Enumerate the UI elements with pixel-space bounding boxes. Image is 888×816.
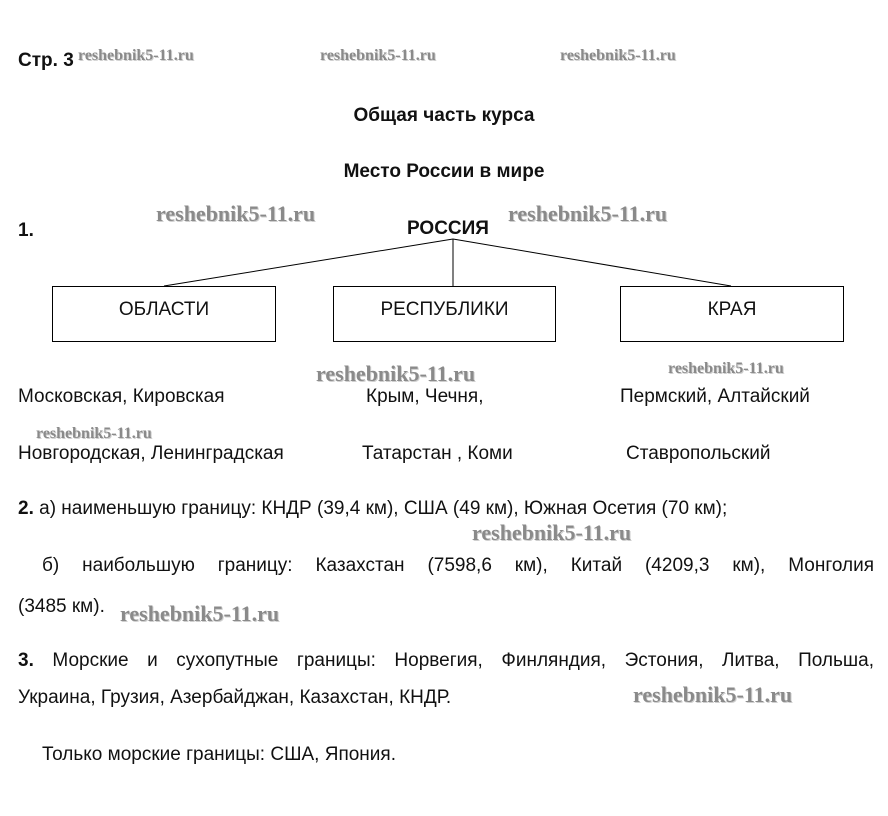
watermark: reshebnik5-11.ru: [320, 47, 436, 64]
diagram-root-russia: РОССИЯ: [407, 218, 489, 239]
q3-sea-only: Только морские границы: США, Япония.: [42, 744, 396, 765]
kraya-list-row2: Ставропольский: [626, 443, 771, 464]
q2-line-b2: (3485 км).: [18, 596, 105, 617]
watermark: reshebnik5-11.ru: [668, 360, 784, 377]
q3-number: 3.: [18, 650, 34, 671]
box-oblasti-label: ОБЛАСТИ: [118, 299, 210, 320]
watermark: reshebnik5-11.ru: [472, 520, 632, 545]
box-oblasti: [52, 286, 276, 342]
q2-line-a: [18, 498, 727, 520]
respubliki-list-row2: Татарстан , Коми: [362, 443, 513, 464]
q2-line-b1: б) наибольшую границу: Казахстан (7598,6 км), Китай (4209,3 км), Монголия: [42, 555, 874, 576]
watermark: reshebnik5-11.ru: [316, 361, 476, 386]
page-label: Стр. 3: [18, 50, 74, 71]
box-respubliki-label: РЕСПУБЛИКИ: [380, 299, 509, 320]
q3-line2: Украина, Грузия, Азербайджан, Казахстан, КНДР.: [18, 687, 452, 708]
q2-number: 2.: [18, 498, 34, 519]
q2-a-text: а) наименьшую границу: КНДР (39,4 км), США (49 км), Южная Осетия (70 км);: [33, 498, 728, 519]
box-kraya: [620, 286, 844, 342]
topic-title: Место России в мире: [343, 161, 545, 182]
section-title: Общая часть курса: [353, 105, 535, 126]
watermark: reshebnik5-11.ru: [78, 47, 194, 64]
respubliki-list-row1: Крым, Чечня,: [366, 386, 484, 407]
q3-line1: [18, 650, 874, 672]
oblasti-list-row1: Московская, Кировская: [18, 386, 225, 407]
watermark: reshebnik5-11.ru: [156, 201, 316, 226]
q3-line1-text: Морские и сухопутные границы: Норвегия, Финляндия, Эстония, Литва, Польша,: [33, 650, 874, 671]
q1-number: 1.: [18, 220, 34, 241]
watermark: reshebnik5-11.ru: [36, 425, 152, 442]
watermark: reshebnik5-11.ru: [120, 601, 280, 626]
watermark: reshebnik5-11.ru: [560, 47, 676, 64]
watermark: reshebnik5-11.ru: [633, 682, 793, 707]
box-respubliki: [333, 286, 556, 342]
watermark: reshebnik5-11.ru: [508, 201, 668, 226]
box-kraya-label: КРАЯ: [707, 299, 757, 320]
diagram-connectors: [0, 0, 888, 300]
oblasti-list-row2: Новгородская, Ленинградская: [18, 443, 284, 464]
kraya-list-row1: Пермский, Алтайский: [620, 386, 810, 407]
